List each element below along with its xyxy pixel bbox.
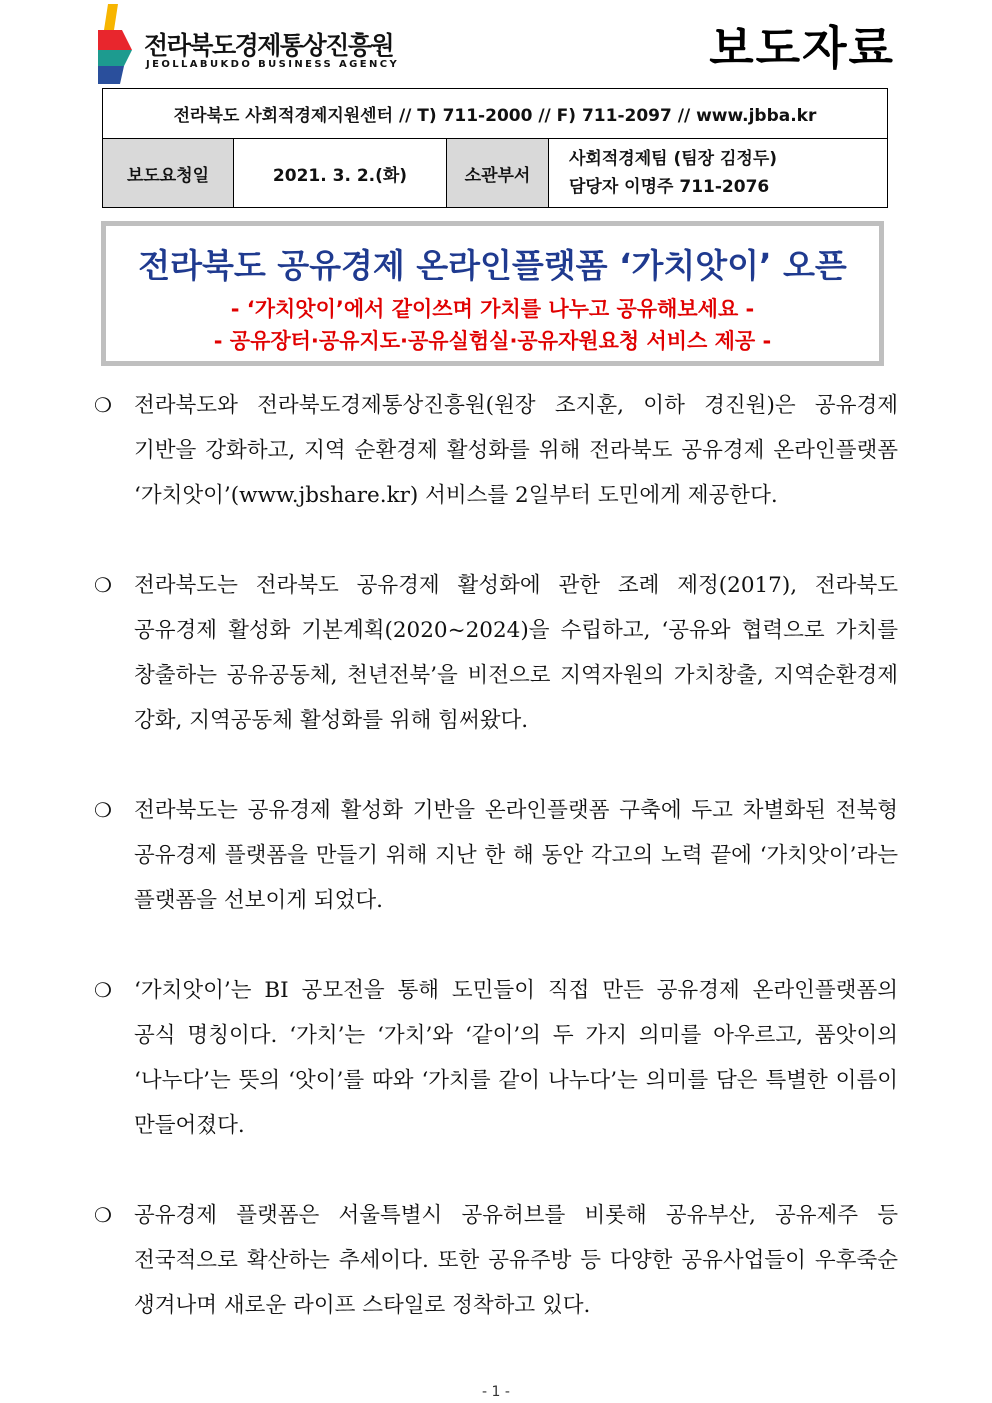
body-paragraphs [94,383,898,1328]
paragraph-text: 전라북도와 전라북도경제통상진흥원(원장 조지훈, 이하 경진원)은 공유경제 기반을 강화하고, 지역 순환경제 활성화를 위해 전라북도 공유경제 온라인플랫폼 ‘가치앗이’(www.jbshare.kr) 서비스를 2일부터 도민에게 제공한다. [134,393,898,508]
contact-row [103,89,888,139]
department-info [549,139,888,208]
release-date-label: 보도요청일 [103,139,234,208]
circle-bullet-icon: ❍ [94,573,112,597]
org-logo-icon [94,4,138,84]
paragraph-text: 공유경제 플랫폼은 서울특별시 공유허브를 비롯해 공유부산, 공유제주 등 전국적으로 확산하는 추세이다. 또한 공유주방 등 다양한 공유사업들이 우후죽순 생겨나며 새로운 라이프 스타일로 정착하고 있다. [134,1203,898,1318]
circle-bullet-icon: ❍ [94,978,112,1002]
contact-line: 전라북도 사회적경제지원센터 // T) 711-2000 // F) 711-2097 // www.jbba.kr [103,89,888,139]
department-label: 소관부서 [447,139,549,208]
org-english-name: JEOLLABUKDO BUSINESS AGENCY [146,59,400,70]
paragraph [94,1193,898,1328]
paragraph-text: 전라북도는 전라북도 공유경제 활성화에 관한 조례 제정(2017), 전라북도 공유경제 활성화 기본계획(2020~2024)을 수립하고, ‘공유와 협력으로 가치를 창출하는 공유공동체, 천년전북’을 비전으로 지역자원의 가치창출, 지역순환경제 강화, 지역공동체 활성화를 위해 힘써왔다. [134,573,898,733]
headline-subtitle-1: - ‘가치앗이’에서 같이쓰며 가치를 나누고 공유해보세요 - [230,297,755,321]
page-number: - 1 - [482,1384,510,1400]
paragraph-text: 전라북도는 공유경제 활성화 기반을 온라인플랫폼 구축에 두고 차별화된 전북형 공유경제 플랫폼을 만들기 위해 지난 한 해 동안 각고의 노력 끝에 ‘가치앗이’라는 플랫폼을 선보이게 되었다. [134,798,898,913]
paragraph [94,788,898,923]
circle-bullet-icon: ❍ [94,798,112,822]
headline-title: 전라북도 공유경제 온라인플랫폼 ‘가치앗이’ 오픈 [138,246,847,285]
headline-subtitle-2: - 공유장터·공유지도·공유실험실·공유자원요청 서비스 제공 - [213,329,772,353]
headline-box [101,221,884,366]
paragraph [94,383,898,518]
paragraph [94,968,898,1148]
press-info-table [102,88,888,208]
org-name: 전라북도경제통상진흥원 [144,31,394,60]
paragraph [94,563,898,743]
circle-bullet-icon: ❍ [94,393,112,417]
document-type-title: 보도자료 [709,21,895,75]
department-contact: 담당자 이명주 711-2076 [569,177,770,197]
paragraph-text: ‘가치앗이’는 BI 공모전을 통해 도민들이 직접 만든 공유경제 온라인플랫폼의 공식 명칭이다. ‘가치’는 ‘가치’와 ‘같이’의 두 가지 의미를 아우르고, 품앗이의 ‘나누다’는 뜻의 ‘앗이’를 따와 ‘가치를 같이 나누다’는 의미를 담은 특별한 이름이 만들어졌다. [134,978,898,1138]
department-team: 사회적경제팀 (팀장 김정두) [569,149,778,169]
release-date: 2021. 3. 2.(화) [234,139,447,208]
org-logo [94,4,400,84]
meta-row [103,139,888,208]
circle-bullet-icon: ❍ [94,1203,112,1227]
